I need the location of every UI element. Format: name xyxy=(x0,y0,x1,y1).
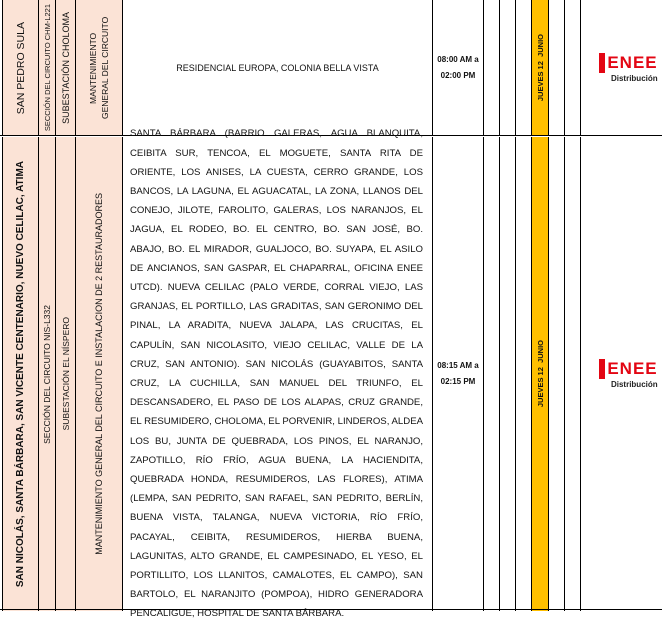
row-divider xyxy=(0,609,662,610)
logo-cell xyxy=(580,137,662,611)
substation-text: SUBESTACIÓN EL NÍSPERO xyxy=(60,317,71,431)
section-text: SECCIÓN DEL CIRCUITO CHM-L221 xyxy=(42,4,52,132)
work-text: MANTENIMIENTO GENERAL DEL CIRCUITO xyxy=(88,16,110,120)
day-cell xyxy=(531,0,548,136)
table-row xyxy=(0,0,662,136)
time-cell xyxy=(432,137,483,611)
day-cell xyxy=(531,137,548,611)
day-text: JUEVES 12 JUNIO xyxy=(535,340,545,408)
time-end: 02:00 PM xyxy=(440,71,476,80)
empty-cell xyxy=(548,137,564,611)
time-start: 08:15 AM a xyxy=(437,361,479,370)
zone-text: SAN PEDRO SULA xyxy=(14,21,27,115)
time-cell xyxy=(432,0,483,136)
logo-text: ENEE xyxy=(607,359,658,378)
enee-logo xyxy=(585,53,657,83)
empty-cell xyxy=(548,0,564,136)
section-cell xyxy=(38,137,55,611)
logo-cell xyxy=(580,0,662,136)
empty-cell xyxy=(483,0,499,136)
day-text: JUEVES 12 JUNIO xyxy=(535,34,545,102)
time-end: 02:15 PM xyxy=(440,377,476,386)
logo-subtext: Distribución xyxy=(610,380,658,389)
section-text: SECCIÓN DEL CIRCUITO NIS-L332 xyxy=(42,304,52,444)
empty-cell xyxy=(515,137,531,611)
substation-text: SUBESTACIÓN CHOLOMA xyxy=(60,12,71,124)
logo-mark-icon xyxy=(599,359,605,379)
work-text: MANTENIMIENTO GENERAL DEL CIRCUITO E INSTALACION DE 2 RESTAURADORES xyxy=(94,193,104,555)
table-row xyxy=(0,128,662,620)
zone-text: SAN NICOLÁS, SANTA BÁRBARA, SAN VICENTE CENTENARIO, NUEVO CELILAC, ATIMA xyxy=(15,160,26,588)
logo-text: ENEE xyxy=(607,53,658,72)
work-cell xyxy=(75,137,122,611)
areas-cell xyxy=(122,128,432,620)
zone-cell xyxy=(2,137,38,611)
logo-mark-icon xyxy=(599,53,605,73)
substation-cell xyxy=(55,0,75,136)
substation-cell xyxy=(55,137,75,611)
zone-cell xyxy=(2,0,38,136)
empty-cell xyxy=(499,137,515,611)
empty-cell xyxy=(564,137,580,611)
work-cell xyxy=(75,0,122,136)
empty-cell xyxy=(483,137,499,611)
empty-cell xyxy=(515,0,531,136)
logo-subtext: Distribución xyxy=(610,74,658,83)
time-start: 08:00 AM a xyxy=(437,55,479,64)
areas-text: SANTA BÁRBARA (BARRIO GALERAS, AGUA BLANQUITA, CEIBITA SUR, TENCOA, EL MOGUETE, SANTA RITA DE ORIENTE, LOS ANISES, LA CUESTA, CERRO GRANDE, LOS BANCOS, LA LAGUNA, EL AGUACATAL, LA ZONA, LLANOS DEL CONEJO, JILOTE, FAROLITO, GALERAS, LOS NARANJOS, EL JAGUA, EL RODEO, BO. EL CENTRO, BO. SAN JOSÉ, BO. ABAJO, BO. EL MIRADOR, GUALJOCO, BO. SUYAPA, EL ASILO DE ANCIANOS, SAN GASPAR, EL CHAPARRAL, OFICINA ENEE UTCD). NUEVA CELILAC (PALO VERDE, CORRAL VIEJO, LAS GRANJAS, EL PORTILLO, LAS GRADITAS, SAN GERONIMO DEL PINAL, LA ARADITA, NUEVA JALAPA, LAS CRUCITAS, EL CAPULÍN, SAN NICOLASITO, VIEJO CELILAC, VALLE DE LA CRUZ, SAN ANTONIO). SAN NICOLÁS (GUAYABITOS, SANTA CRUZ, LA CUCHILLA, SAN MANUEL DEL TRIUNFO, EL DESCANSADERO, EL PASO DE LOS ALAPAS, CRUZ GRANDE, EL RESUMIDERO, CHOLOMA, EL PORVENIR, LINDEROS, ALDEA LOS BU, JUNTA DE QUEBRADA, LOS PINOS, EL NARANJO, ZAPOTILLO, RÍO FRÍO, AGUA BUENA, LA HACIENDITA, QUEBRADA HONDA, RESUMIDEROS, LAS FLORES), ATIMA (LEMPA, SAN PEDRITO, SAN RAFAEL, SAN PEDRITO, BERLÍN, BUENA VISTA, TALANGA, NUEVA VICTORIA, RÍO FRÍO, PACAYAL, CEIBITA, RESUMIDEROS, HIERBA BUENA, LAGUNITAS, ALTO GRANDE, EL CAMPESINADO, EL YESO, EL PORTILLITO, LOS LLANITOS, CAMALOTES, EL CAMPO), SAN BARTOLO, EL NARANJITO (POMPOA), HIDRO GENERADORA PENCALIGUE, HOSPITAL DE SANTA BÁRBARA. xyxy=(130,128,423,620)
enee-logo xyxy=(585,359,657,389)
areas-cell xyxy=(122,0,432,136)
section-cell xyxy=(38,0,55,136)
areas-text: RESIDENCIAL EUROPA, COLONIA BELLA VISTA xyxy=(176,63,379,73)
empty-cell xyxy=(499,0,515,136)
empty-cell xyxy=(564,0,580,136)
